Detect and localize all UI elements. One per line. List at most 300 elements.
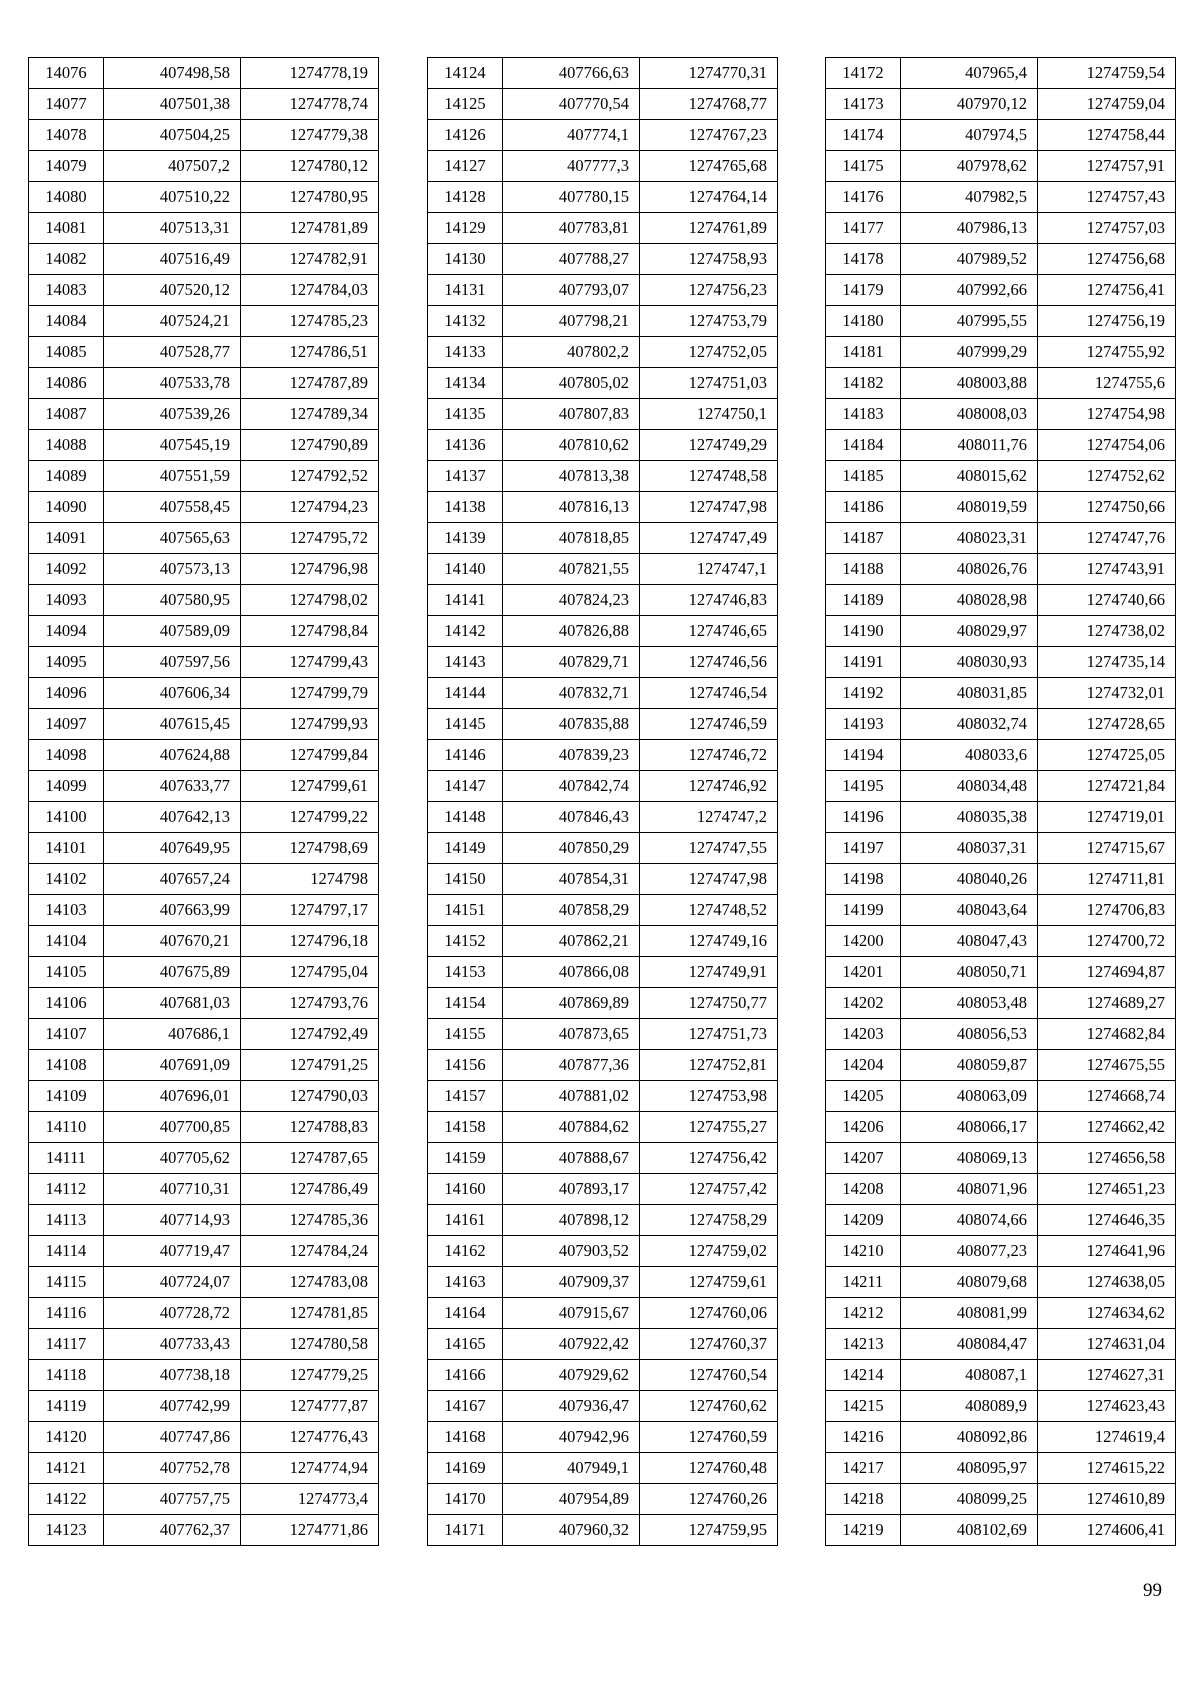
x-coordinate-cell: 407551,59 — [104, 461, 241, 492]
point-number-cell: 14079 — [29, 151, 104, 182]
point-number-cell: 14137 — [428, 461, 503, 492]
y-coordinate-cell: 1274641,96 — [1038, 1236, 1176, 1267]
x-coordinate-cell: 407670,21 — [104, 926, 241, 957]
table-row — [428, 926, 778, 957]
x-coordinate-cell: 408099,25 — [901, 1484, 1038, 1515]
x-coordinate-cell: 407510,22 — [104, 182, 241, 213]
x-coordinate-cell: 407728,72 — [104, 1298, 241, 1329]
x-coordinate-cell: 407854,31 — [503, 864, 640, 895]
y-coordinate-cell: 1274785,23 — [241, 306, 379, 337]
point-number-cell: 14145 — [428, 709, 503, 740]
point-number-cell: 14179 — [826, 275, 901, 306]
point-number-cell: 14131 — [428, 275, 503, 306]
point-number-cell: 14215 — [826, 1391, 901, 1422]
point-number-cell: 14117 — [29, 1329, 104, 1360]
x-coordinate-cell: 407877,36 — [503, 1050, 640, 1081]
x-coordinate-cell: 407783,81 — [503, 213, 640, 244]
y-coordinate-cell: 1274756,68 — [1038, 244, 1176, 275]
table-row — [428, 771, 778, 802]
y-coordinate-cell: 1274799,93 — [241, 709, 379, 740]
table-row — [29, 616, 379, 647]
table-row — [29, 213, 379, 244]
x-coordinate-cell: 407774,1 — [503, 120, 640, 151]
y-coordinate-cell: 1274634,62 — [1038, 1298, 1176, 1329]
y-coordinate-cell: 1274721,84 — [1038, 771, 1176, 802]
x-coordinate-cell: 408056,53 — [901, 1019, 1038, 1050]
x-coordinate-cell: 408059,87 — [901, 1050, 1038, 1081]
table-row — [29, 1329, 379, 1360]
y-coordinate-cell: 1274746,56 — [640, 647, 778, 678]
y-coordinate-cell: 1274638,05 — [1038, 1267, 1176, 1298]
point-number-cell: 14115 — [29, 1267, 104, 1298]
point-number-cell: 14104 — [29, 926, 104, 957]
x-coordinate-cell: 407839,23 — [503, 740, 640, 771]
x-coordinate-cell: 407821,55 — [503, 554, 640, 585]
table-row — [428, 678, 778, 709]
x-coordinate-cell: 407498,58 — [104, 58, 241, 89]
x-coordinate-cell: 408043,64 — [901, 895, 1038, 926]
table-row — [428, 1174, 778, 1205]
table-row — [428, 1515, 778, 1546]
point-number-cell: 14169 — [428, 1453, 503, 1484]
x-coordinate-cell: 407657,24 — [104, 864, 241, 895]
table-row — [428, 957, 778, 988]
x-coordinate-cell: 407805,02 — [503, 368, 640, 399]
table-row — [29, 275, 379, 306]
point-number-cell: 14170 — [428, 1484, 503, 1515]
point-number-cell: 14185 — [826, 461, 901, 492]
point-number-cell: 14127 — [428, 151, 503, 182]
y-coordinate-cell: 1274753,98 — [640, 1081, 778, 1112]
table-row — [826, 120, 1176, 151]
table-row — [428, 1267, 778, 1298]
point-number-cell: 14100 — [29, 802, 104, 833]
x-coordinate-cell: 407989,52 — [901, 244, 1038, 275]
y-coordinate-cell: 1274789,34 — [241, 399, 379, 430]
table-row — [428, 151, 778, 182]
point-number-cell: 14120 — [29, 1422, 104, 1453]
y-coordinate-cell: 1274746,92 — [640, 771, 778, 802]
x-coordinate-cell: 407802,2 — [503, 337, 640, 368]
point-number-cell: 14091 — [29, 523, 104, 554]
x-coordinate-cell: 407580,95 — [104, 585, 241, 616]
x-coordinate-cell: 408074,66 — [901, 1205, 1038, 1236]
x-coordinate-cell: 407700,85 — [104, 1112, 241, 1143]
x-coordinate-cell: 407807,83 — [503, 399, 640, 430]
point-number-cell: 14180 — [826, 306, 901, 337]
x-coordinate-cell: 407909,37 — [503, 1267, 640, 1298]
point-number-cell: 14175 — [826, 151, 901, 182]
point-number-cell: 14103 — [29, 895, 104, 926]
y-coordinate-cell: 1274746,83 — [640, 585, 778, 616]
point-number-cell: 14150 — [428, 864, 503, 895]
point-number-cell: 14216 — [826, 1422, 901, 1453]
table-row — [826, 1112, 1176, 1143]
point-number-cell: 14205 — [826, 1081, 901, 1112]
x-coordinate-cell: 407835,88 — [503, 709, 640, 740]
table-row — [29, 802, 379, 833]
table-row — [29, 740, 379, 771]
point-number-cell: 14135 — [428, 399, 503, 430]
table-row — [826, 337, 1176, 368]
point-number-cell: 14111 — [29, 1143, 104, 1174]
table-row — [29, 1391, 379, 1422]
x-coordinate-cell: 407642,13 — [104, 802, 241, 833]
x-coordinate-cell: 408035,38 — [901, 802, 1038, 833]
y-coordinate-cell: 1274787,89 — [241, 368, 379, 399]
y-coordinate-cell: 1274794,23 — [241, 492, 379, 523]
x-coordinate-cell: 408066,17 — [901, 1112, 1038, 1143]
point-number-cell: 14086 — [29, 368, 104, 399]
y-coordinate-cell: 1274759,54 — [1038, 58, 1176, 89]
y-coordinate-cell: 1274760,06 — [640, 1298, 778, 1329]
x-coordinate-cell: 407606,34 — [104, 678, 241, 709]
point-number-cell: 14143 — [428, 647, 503, 678]
table-row — [29, 1360, 379, 1391]
table-row — [826, 1453, 1176, 1484]
table-row — [428, 275, 778, 306]
table-row — [826, 275, 1176, 306]
table-row — [428, 182, 778, 213]
x-coordinate-cell: 408034,48 — [901, 771, 1038, 802]
point-number-cell: 14195 — [826, 771, 901, 802]
x-coordinate-cell: 407936,47 — [503, 1391, 640, 1422]
table-row — [29, 368, 379, 399]
point-number-cell: 14126 — [428, 120, 503, 151]
point-number-cell: 14203 — [826, 1019, 901, 1050]
point-number-cell: 14084 — [29, 306, 104, 337]
point-number-cell: 14207 — [826, 1143, 901, 1174]
y-coordinate-cell: 1274711,81 — [1038, 864, 1176, 895]
point-number-cell: 14107 — [29, 1019, 104, 1050]
y-coordinate-cell: 1274751,73 — [640, 1019, 778, 1050]
table-row — [29, 306, 379, 337]
point-number-cell: 14092 — [29, 554, 104, 585]
point-number-cell: 14165 — [428, 1329, 503, 1360]
x-coordinate-cell: 407893,17 — [503, 1174, 640, 1205]
y-coordinate-cell: 1274756,23 — [640, 275, 778, 306]
point-number-cell: 14187 — [826, 523, 901, 554]
point-number-cell: 14096 — [29, 678, 104, 709]
x-coordinate-cell: 407777,3 — [503, 151, 640, 182]
point-number-cell: 14189 — [826, 585, 901, 616]
table-row — [428, 1050, 778, 1081]
point-number-cell: 14102 — [29, 864, 104, 895]
table-row — [29, 1267, 379, 1298]
table-row — [428, 1081, 778, 1112]
y-coordinate-cell: 1274784,03 — [241, 275, 379, 306]
y-coordinate-cell: 1274719,01 — [1038, 802, 1176, 833]
x-coordinate-cell: 407798,21 — [503, 306, 640, 337]
y-coordinate-cell: 1274799,22 — [241, 802, 379, 833]
point-number-cell: 14140 — [428, 554, 503, 585]
x-coordinate-cell: 407565,63 — [104, 523, 241, 554]
y-coordinate-cell: 1274756,41 — [1038, 275, 1176, 306]
y-coordinate-cell: 1274784,24 — [241, 1236, 379, 1267]
x-coordinate-cell: 407597,56 — [104, 647, 241, 678]
y-coordinate-cell: 1274795,04 — [241, 957, 379, 988]
table-row — [29, 833, 379, 864]
x-coordinate-cell: 408102,69 — [901, 1515, 1038, 1546]
table-row — [826, 430, 1176, 461]
point-number-cell: 14148 — [428, 802, 503, 833]
y-coordinate-cell: 1274778,19 — [241, 58, 379, 89]
y-coordinate-cell: 1274798,69 — [241, 833, 379, 864]
table-row — [826, 554, 1176, 585]
table-row — [826, 1298, 1176, 1329]
x-coordinate-cell: 407954,89 — [503, 1484, 640, 1515]
table-row — [428, 1205, 778, 1236]
x-coordinate-cell: 407742,99 — [104, 1391, 241, 1422]
point-number-cell: 14077 — [29, 89, 104, 120]
point-number-cell: 14194 — [826, 740, 901, 771]
table-row — [29, 1515, 379, 1546]
point-number-cell: 14172 — [826, 58, 901, 89]
x-coordinate-cell: 407970,12 — [901, 89, 1038, 120]
x-coordinate-cell: 407793,07 — [503, 275, 640, 306]
y-coordinate-cell: 1274728,65 — [1038, 709, 1176, 740]
table-row — [826, 833, 1176, 864]
table-row — [826, 1360, 1176, 1391]
point-number-cell: 14212 — [826, 1298, 901, 1329]
point-number-cell: 14149 — [428, 833, 503, 864]
x-coordinate-cell: 408033,6 — [901, 740, 1038, 771]
x-coordinate-cell: 408081,99 — [901, 1298, 1038, 1329]
x-coordinate-cell: 407539,26 — [104, 399, 241, 430]
point-number-cell: 14144 — [428, 678, 503, 709]
table-row — [826, 1143, 1176, 1174]
table-row — [826, 802, 1176, 833]
table-row — [428, 988, 778, 1019]
x-coordinate-cell: 407719,47 — [104, 1236, 241, 1267]
table-row — [29, 151, 379, 182]
point-number-cell: 14198 — [826, 864, 901, 895]
y-coordinate-cell: 1274760,59 — [640, 1422, 778, 1453]
y-coordinate-cell: 1274777,87 — [241, 1391, 379, 1422]
table-row — [826, 368, 1176, 399]
point-number-cell: 14206 — [826, 1112, 901, 1143]
x-coordinate-cell: 407898,12 — [503, 1205, 640, 1236]
point-number-cell: 14202 — [826, 988, 901, 1019]
y-coordinate-cell: 1274757,91 — [1038, 151, 1176, 182]
y-coordinate-cell: 1274793,76 — [241, 988, 379, 1019]
y-coordinate-cell: 1274768,77 — [640, 89, 778, 120]
y-coordinate-cell: 1274799,43 — [241, 647, 379, 678]
point-number-cell: 14138 — [428, 492, 503, 523]
point-number-cell: 14147 — [428, 771, 503, 802]
y-coordinate-cell: 1274759,95 — [640, 1515, 778, 1546]
y-coordinate-cell: 1274615,22 — [1038, 1453, 1176, 1484]
table-row — [29, 337, 379, 368]
point-number-cell: 14183 — [826, 399, 901, 430]
x-coordinate-cell: 407747,86 — [104, 1422, 241, 1453]
x-coordinate-cell: 407615,45 — [104, 709, 241, 740]
table-row — [826, 926, 1176, 957]
x-coordinate-cell: 407733,43 — [104, 1329, 241, 1360]
table-row — [826, 151, 1176, 182]
point-number-cell: 14184 — [826, 430, 901, 461]
y-coordinate-cell: 1274706,83 — [1038, 895, 1176, 926]
table-row — [29, 523, 379, 554]
table-row — [29, 771, 379, 802]
point-number-cell: 14090 — [29, 492, 104, 523]
table-row — [826, 1236, 1176, 1267]
x-coordinate-cell: 407942,96 — [503, 1422, 640, 1453]
table-row — [428, 802, 778, 833]
point-number-cell: 14162 — [428, 1236, 503, 1267]
table-row — [428, 895, 778, 926]
x-coordinate-cell: 408095,97 — [901, 1453, 1038, 1484]
point-number-cell: 14125 — [428, 89, 503, 120]
table-row — [29, 1174, 379, 1205]
point-number-cell: 14088 — [29, 430, 104, 461]
y-coordinate-cell: 1274746,54 — [640, 678, 778, 709]
table-row — [826, 895, 1176, 926]
table-row — [29, 554, 379, 585]
x-coordinate-cell: 407681,03 — [104, 988, 241, 1019]
y-coordinate-cell: 1274764,14 — [640, 182, 778, 213]
y-coordinate-cell: 1274750,77 — [640, 988, 778, 1019]
y-coordinate-cell: 1274786,51 — [241, 337, 379, 368]
table-row — [428, 1236, 778, 1267]
point-number-cell: 14080 — [29, 182, 104, 213]
table-row — [826, 1422, 1176, 1453]
x-coordinate-cell: 407524,21 — [104, 306, 241, 337]
point-number-cell: 14146 — [428, 740, 503, 771]
point-number-cell: 14124 — [428, 58, 503, 89]
table-row — [29, 1143, 379, 1174]
point-number-cell: 14159 — [428, 1143, 503, 1174]
y-coordinate-cell: 1274754,98 — [1038, 399, 1176, 430]
table-row — [428, 492, 778, 523]
point-number-cell: 14193 — [826, 709, 901, 740]
table-row — [428, 368, 778, 399]
y-coordinate-cell: 1274798,02 — [241, 585, 379, 616]
table-row — [29, 89, 379, 120]
y-coordinate-cell: 1274747,98 — [640, 492, 778, 523]
table-row — [428, 864, 778, 895]
y-coordinate-cell: 1274752,05 — [640, 337, 778, 368]
table-row — [826, 1081, 1176, 1112]
x-coordinate-cell: 407770,54 — [503, 89, 640, 120]
y-coordinate-cell: 1274743,91 — [1038, 554, 1176, 585]
table-row — [29, 1453, 379, 1484]
table-row — [29, 1081, 379, 1112]
table-row — [826, 399, 1176, 430]
y-coordinate-cell: 1274755,6 — [1038, 368, 1176, 399]
table-row — [29, 1298, 379, 1329]
y-coordinate-cell: 1274751,03 — [640, 368, 778, 399]
y-coordinate-cell: 1274675,55 — [1038, 1050, 1176, 1081]
point-number-cell: 14078 — [29, 120, 104, 151]
x-coordinate-cell: 407929,62 — [503, 1360, 640, 1391]
point-number-cell: 14089 — [29, 461, 104, 492]
coordinate-table-2 — [427, 57, 778, 1546]
y-coordinate-cell: 1274627,31 — [1038, 1360, 1176, 1391]
y-coordinate-cell: 1274753,79 — [640, 306, 778, 337]
table-row — [428, 1019, 778, 1050]
x-coordinate-cell: 407881,02 — [503, 1081, 640, 1112]
point-number-cell: 14157 — [428, 1081, 503, 1112]
table-row — [428, 1143, 778, 1174]
point-number-cell: 14083 — [29, 275, 104, 306]
table-row — [428, 58, 778, 89]
x-coordinate-cell: 407850,29 — [503, 833, 640, 864]
x-coordinate-cell: 408084,47 — [901, 1329, 1038, 1360]
point-number-cell: 14095 — [29, 647, 104, 678]
x-coordinate-cell: 407757,75 — [104, 1484, 241, 1515]
x-coordinate-cell: 407982,5 — [901, 182, 1038, 213]
point-number-cell: 14217 — [826, 1453, 901, 1484]
table-row — [428, 1298, 778, 1329]
table-row — [29, 585, 379, 616]
y-coordinate-cell: 1274758,44 — [1038, 120, 1176, 151]
y-coordinate-cell: 1274761,89 — [640, 213, 778, 244]
coordinate-table-3 — [825, 57, 1176, 1546]
y-coordinate-cell: 1274765,68 — [640, 151, 778, 182]
point-number-cell: 14093 — [29, 585, 104, 616]
point-number-cell: 14087 — [29, 399, 104, 430]
table-row — [826, 988, 1176, 1019]
y-coordinate-cell: 1274781,85 — [241, 1298, 379, 1329]
y-coordinate-cell: 1274746,65 — [640, 616, 778, 647]
y-coordinate-cell: 1274792,52 — [241, 461, 379, 492]
table-row — [428, 120, 778, 151]
y-coordinate-cell: 1274773,4 — [241, 1484, 379, 1515]
x-coordinate-cell: 408079,68 — [901, 1267, 1038, 1298]
x-coordinate-cell: 407884,62 — [503, 1112, 640, 1143]
x-coordinate-cell: 407974,5 — [901, 120, 1038, 151]
y-coordinate-cell: 1274749,29 — [640, 430, 778, 461]
x-coordinate-cell: 408077,23 — [901, 1236, 1038, 1267]
point-number-cell: 14136 — [428, 430, 503, 461]
y-coordinate-cell: 1274758,93 — [640, 244, 778, 275]
x-coordinate-cell: 407710,31 — [104, 1174, 241, 1205]
x-coordinate-cell: 407516,49 — [104, 244, 241, 275]
y-coordinate-cell: 1274748,52 — [640, 895, 778, 926]
point-number-cell: 14119 — [29, 1391, 104, 1422]
table-row — [29, 895, 379, 926]
table-row — [29, 926, 379, 957]
point-number-cell: 14097 — [29, 709, 104, 740]
table-row — [428, 740, 778, 771]
y-coordinate-cell: 1274798 — [241, 864, 379, 895]
x-coordinate-cell: 408011,76 — [901, 430, 1038, 461]
y-coordinate-cell: 1274792,49 — [241, 1019, 379, 1050]
point-number-cell: 14161 — [428, 1205, 503, 1236]
point-number-cell: 14134 — [428, 368, 503, 399]
point-number-cell: 14121 — [29, 1453, 104, 1484]
x-coordinate-cell: 407965,4 — [901, 58, 1038, 89]
point-number-cell: 14108 — [29, 1050, 104, 1081]
x-coordinate-cell: 408008,03 — [901, 399, 1038, 430]
point-number-cell: 14219 — [826, 1515, 901, 1546]
y-coordinate-cell: 1274787,65 — [241, 1143, 379, 1174]
y-coordinate-cell: 1274796,18 — [241, 926, 379, 957]
point-number-cell: 14181 — [826, 337, 901, 368]
table-row — [826, 709, 1176, 740]
table-row — [29, 182, 379, 213]
x-coordinate-cell: 407873,65 — [503, 1019, 640, 1050]
point-number-cell: 14109 — [29, 1081, 104, 1112]
table-row — [428, 833, 778, 864]
y-coordinate-cell: 1274785,36 — [241, 1205, 379, 1236]
x-coordinate-cell: 407999,29 — [901, 337, 1038, 368]
table-row — [428, 1453, 778, 1484]
point-number-cell: 14173 — [826, 89, 901, 120]
table-row — [29, 492, 379, 523]
y-coordinate-cell: 1274759,04 — [1038, 89, 1176, 120]
